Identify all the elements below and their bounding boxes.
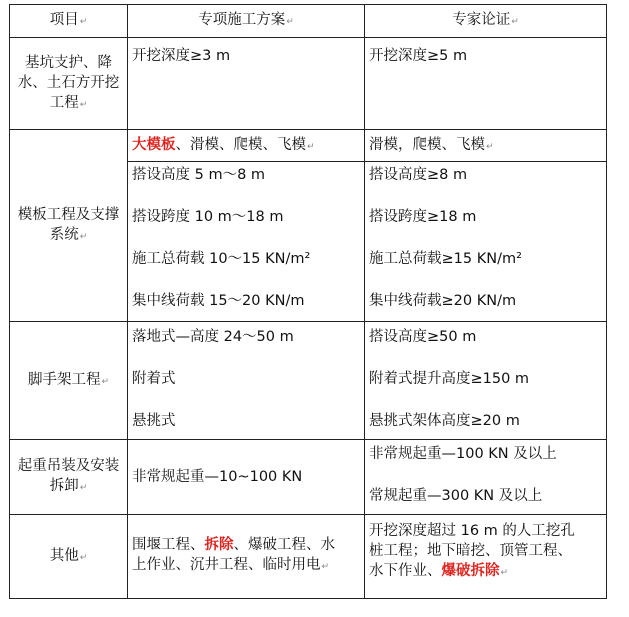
item-scaffold: 脚手架工程↵	[10, 322, 128, 440]
spec-table	[9, 4, 607, 599]
plan-other	[128, 515, 365, 599]
plan-line: 悬挑式	[132, 413, 176, 429]
plan-line: 附着式	[132, 371, 176, 387]
plan-line: 搭设高度 5 m～8 m	[132, 167, 266, 183]
item-other: 其他↵	[10, 515, 128, 599]
expert-line: 悬挑式架体高度≥20 m	[369, 413, 520, 429]
item-formwork: 模板工程及支撑系统↵	[10, 130, 128, 322]
expert-line: 搭设跨度≥18 m	[369, 209, 477, 225]
header-expert: 专家论证↵	[365, 5, 607, 38]
header-item: 项目↵	[10, 5, 128, 38]
item-excavation: 基坑支护、降水、土石方开挖工程↵	[10, 38, 128, 130]
expert-other	[365, 515, 607, 599]
expert-line: 施工总荷载≥15 KN/m²	[369, 251, 522, 267]
expert-line: 搭设高度≥50 m	[369, 329, 477, 345]
expert-line: 水下作业、爆破拆除↵	[369, 563, 509, 579]
plan-line: 落地式—高度 24～50 m	[132, 329, 294, 345]
item-lifting: 起重吊装及安装拆卸↵	[10, 440, 128, 515]
expert-line: 集中线荷载≥20 KN/m	[369, 293, 517, 309]
header-row	[10, 5, 607, 38]
row-excavation	[10, 38, 607, 130]
plan-formwork-types: 大模板、滑模、爬模、飞模↵	[128, 130, 365, 162]
plan-scaffold	[128, 322, 365, 440]
plan-line: 施工总荷载 10～15 KN/m²	[132, 251, 311, 267]
plan-formwork-params	[128, 162, 365, 322]
plan-excavation	[128, 38, 365, 130]
expert-formwork-types: 滑模，爬模、飞模↵	[365, 130, 607, 162]
expert-line: 桩工程；地下暗挖、顶管工程、	[369, 543, 572, 559]
plan-line: 非常规起重—10~100 KN	[132, 469, 303, 485]
expert-line: 常规起重—300 KN 及以上	[369, 488, 543, 504]
plan-line: 集中线荷载 15～20 KN/m	[132, 293, 305, 309]
plan-line: 开挖深度≥3 m	[132, 48, 231, 64]
expert-formwork-params	[365, 162, 607, 322]
expert-line: 开挖深度≥5 m	[369, 48, 468, 64]
plan-line: 围堰工程、拆除、爆破工程、水	[132, 537, 335, 553]
expert-line: 非常规起重—100 KN 及以上	[369, 446, 557, 462]
row-other	[10, 515, 607, 599]
expert-lifting	[365, 440, 607, 515]
row-scaffold	[10, 322, 607, 440]
expert-line: 附着式提升高度≥150 m	[369, 371, 530, 387]
plan-lifting	[128, 440, 365, 515]
expert-scaffold	[365, 322, 607, 440]
expert-excavation	[365, 38, 607, 130]
expert-line: 搭设高度≥8 m	[369, 167, 468, 183]
header-plan: 专项施工方案↵	[128, 5, 365, 38]
row-formwork-head	[10, 130, 607, 162]
plan-line: 上作业、沉井工程、临时用电↵	[132, 557, 330, 573]
expert-line: 开挖深度超过 16 m 的人工挖孔	[369, 523, 575, 539]
plan-line: 搭设跨度 10 m～18 m	[132, 209, 284, 225]
row-lifting	[10, 440, 607, 515]
